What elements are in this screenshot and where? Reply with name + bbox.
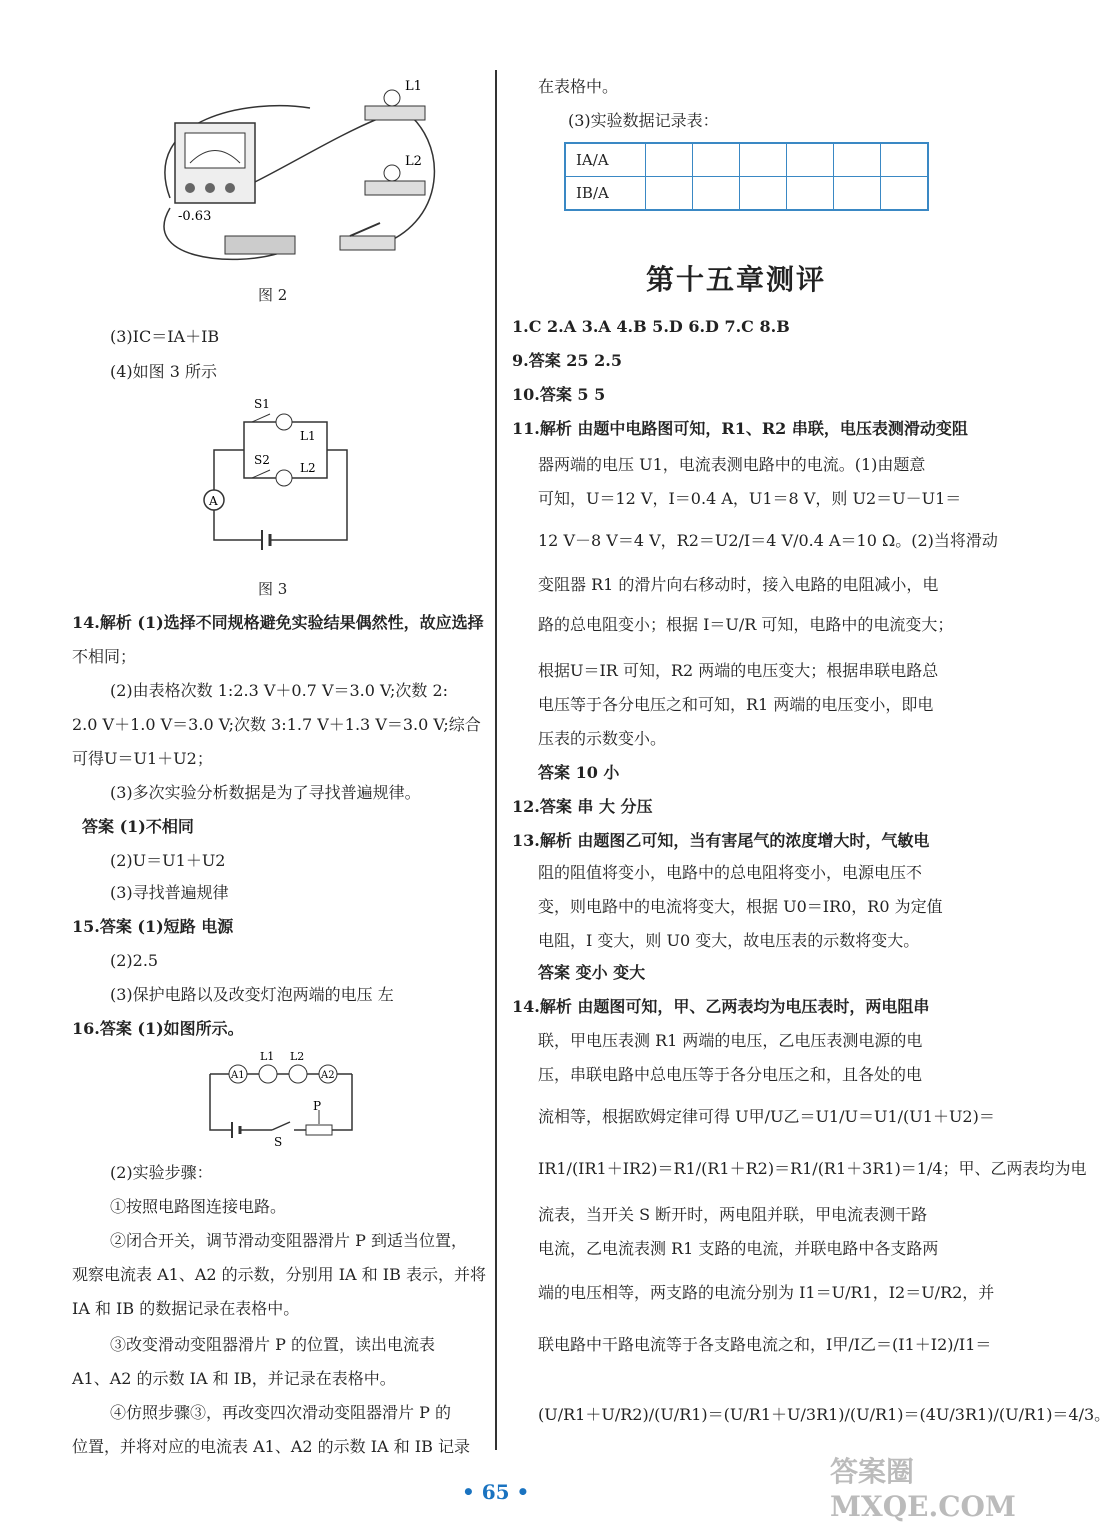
q14-line-1: 14.解析 (1)选择不同规格避免实验结果偶然性，故应选择 <box>72 613 484 632</box>
table-cell <box>881 177 929 211</box>
fig16-label-a1: A1 <box>231 1070 245 1081</box>
r-line-13: 答案 10 小 <box>538 763 620 782</box>
q16-line-1: (2)实验步骤： <box>110 1163 213 1182</box>
r-line-24: IR1/(IR1＋IR2)＝R1/(R1＋R2)＝R1/(R1＋3R1)＝1/4；甲、乙两表均为电 <box>538 1159 1087 1178</box>
answer-13-3: (3)IC＝IA＋IB <box>110 327 220 346</box>
table-row-header: IA/A <box>565 143 646 177</box>
r-line-14: 12.答案 串 大 分压 <box>512 797 653 816</box>
q14-answer-1: 答案 (1)不相同 <box>82 817 194 836</box>
r-line-11: 电压等于各分电压之和可知，R1 两端的电压变小，即电 <box>538 695 934 714</box>
lamp-l2 <box>276 470 292 486</box>
figure-16-circuit <box>202 1048 362 1148</box>
page-number: • 65 • <box>462 1480 530 1504</box>
r-line-16: 阻的阻值将变小，电路中的总电阻将变小，电源电压不 <box>538 863 923 882</box>
q16-line-8: ④仿照步骤③，再改变四次滑动变阻器滑片 P 的 <box>110 1403 451 1422</box>
table-cell <box>646 143 693 177</box>
r-line-3: 10.答案 5 5 <box>512 385 606 404</box>
fig3-label-s1: S1 <box>254 397 270 411</box>
chapter-title: 第十五章测评 <box>646 263 827 296</box>
q16-line-9: 位置，并将对应的电流表 A1、A2 的示数 IA 和 IB 记录 <box>72 1437 470 1456</box>
table-cell <box>693 143 740 177</box>
q16-line-2: ①按照电路图连接电路。 <box>110 1197 287 1216</box>
lamp-l2-board <box>365 181 425 195</box>
fig3-label-l1: L1 <box>300 429 316 443</box>
q15-line-3: (3)保护电路以及改变灯泡两端的电压 左 <box>110 985 394 1004</box>
fig3-label-l2: L2 <box>300 461 316 475</box>
r-line-4: 11.解析 由题中电路图可知，R1、R2 串联，电压表测滑动变阻 <box>512 419 968 438</box>
table-cell <box>787 177 834 211</box>
lamp-l1-board <box>365 106 425 120</box>
r-line-12: 压表的示数变小。 <box>538 729 667 748</box>
q16-line-7: A1、A2 的示数 IA 和 IB，并记录在表格中。 <box>72 1369 396 1388</box>
r-line-10: 根据U＝IR 可知，R2 两端的电压变大；根据串联电路总 <box>538 661 939 680</box>
q14-answer-3: (3)寻找普遍规律 <box>110 883 229 902</box>
switch <box>340 236 395 250</box>
r-line-17: 变，则电路中的电流将变大，根据 U0＝IR0，R0 为定值 <box>538 897 943 916</box>
table-cell <box>881 143 929 177</box>
r-line-28: 联电路中干路电流等于各支路电流之和，I甲/I乙＝(I1＋I2)/I1＝ <box>538 1335 992 1354</box>
table-cell <box>740 177 787 211</box>
table-cell <box>834 177 881 211</box>
fig16-label-p: P <box>313 1099 322 1113</box>
table-row-header: IB/A <box>565 177 646 211</box>
table-row <box>565 177 928 211</box>
q14-line-4: 2.0 V＋1.0 V＝3.0 V;次数 3:1.7 V＋1.3 V＝3.0 V;综合 <box>72 715 481 734</box>
q14-answer-2: (2)U＝U1＋U2 <box>110 851 226 870</box>
r-line-8: 变阻器 R1 的滑片向右移动时，接入电路的电阻减小，电 <box>538 575 939 594</box>
r-line-21: 联，甲电压表测 R1 两端的电压，乙电压表测电源的电 <box>538 1031 923 1050</box>
table-cell <box>646 177 693 211</box>
battery <box>225 236 295 254</box>
r-line-18: 电阻，I 变大，则 U0 变大，故电压表的示数将变大。 <box>538 931 920 950</box>
ammeter-a-label: A <box>209 494 218 508</box>
data-record-table <box>564 142 929 211</box>
r-line-6: 可知，U＝12 V，I＝0.4 A，U1＝8 V，则 U2＝U－U1＝ <box>538 489 962 508</box>
q14-line-2: 不相同； <box>72 647 137 666</box>
fig16-label-l2: L2 <box>290 1050 305 1063</box>
r-line-1: 1.C 2.A 3.A 4.B 5.D 6.D 7.C 8.B <box>512 317 790 336</box>
r-line-27: 端的电压相等，两支路的电流分别为 I1＝U/R1，I2＝U/R2，并 <box>538 1283 995 1302</box>
column-divider <box>495 70 497 1450</box>
table-row <box>565 143 928 177</box>
fig2-label-l2: L2 <box>405 154 422 169</box>
q16-line-5: IA 和 IB 的数据记录在表格中。 <box>72 1299 300 1318</box>
table-cell <box>740 143 787 177</box>
figure-3-caption: 图 3 <box>258 580 288 598</box>
q14-line-6: (3)多次实验分析数据是为了寻找普遍规律。 <box>110 783 421 802</box>
q16-line-4: 观察电流表 A1、A2 的示数，分别用 IA 和 IB 表示，并将 <box>72 1265 486 1284</box>
figure-3-circuit <box>202 397 362 560</box>
q15-line-2: (2)2.5 <box>110 951 159 970</box>
fig16-label-l1: L1 <box>260 1050 275 1063</box>
q14-line-3: (2)由表格次数 1:2.3 V＋0.7 V＝3.0 V;次数 2: <box>110 681 449 700</box>
q15-line-1: 15.答案 (1)短路 电源 <box>72 917 234 936</box>
q16-line-6: ③改变滑动变阻器滑片 P 的位置，读出电流表 <box>110 1335 435 1354</box>
r-line-table-cont: 在表格中。 <box>538 77 619 96</box>
r-line-25: 流表，当开关 S 断开时，两电阻并联，甲电流表测干路 <box>538 1205 928 1224</box>
r-line-26: 电流，乙电流表测 R1 支路的电流，并联电路中各支路两 <box>538 1239 939 1258</box>
fig16-label-s: S <box>274 1135 283 1149</box>
r-line-9: 路的总电阻变小；根据 I＝U/R 可知，电路中的电流变大； <box>538 615 954 634</box>
r-line-29: (U/R1＋U/R2)/(U/R1)＝(U/R1＋U/3R1)/(U/R1)＝(4U/3R1)/(U/R1)＝4/3。 <box>538 1405 1110 1424</box>
table-cell <box>834 143 881 177</box>
ammeter-scale: -0.63 <box>178 209 212 224</box>
q16-line-3: ②闭合开关，调节滑动变阻器滑片 P 到适当位置， <box>110 1231 467 1250</box>
fig16-label-a2: A2 <box>321 1070 335 1081</box>
figure-2-circuit <box>150 78 440 268</box>
lamp-l1 <box>276 414 292 430</box>
r-line-15: 13.解析 由题图乙可知，当有害尾气的浓度增大时，气敏电 <box>512 831 930 850</box>
table-cell <box>787 143 834 177</box>
q16-head: 16.答案 (1)如图所示。 <box>72 1019 244 1038</box>
r-line-19: 答案 变小 变大 <box>538 963 646 982</box>
r-line-20: 14.解析 由题图可知，甲、乙两表均为电压表时，两电阻串 <box>512 997 930 1016</box>
figure-2-caption: 图 2 <box>258 286 288 304</box>
fig2-label-l1: L1 <box>405 79 422 94</box>
r-line-7: 12 V－8 V＝4 V，R2＝U2/I＝4 V/0.4 A＝10 Ω。(2)当将滑动 <box>538 531 998 550</box>
watermark: 答案圈 MXQE.COM <box>830 1455 1016 1523</box>
r-line-table-title: (3)实验数据记录表： <box>568 111 719 130</box>
table-cell <box>693 177 740 211</box>
r-line-5: 器两端的电压 U1，电流表测电路中的电流。(1)由题意 <box>538 455 926 474</box>
rheostat <box>306 1125 332 1135</box>
r-line-23: 流相等，根据欧姆定律可得 U甲/U乙＝U1/U＝U1/(U1＋U2)＝ <box>538 1107 995 1126</box>
r-line-2: 9.答案 25 2.5 <box>512 351 622 370</box>
fig3-label-s2: S2 <box>254 453 270 467</box>
answer-13-4: (4)如图 3 所示 <box>110 362 218 381</box>
r-line-22: 压，串联电路中总电压等于各分电压之和，且各处的电 <box>538 1065 923 1084</box>
q14-line-5: 可得U＝U1＋U2； <box>72 749 213 768</box>
